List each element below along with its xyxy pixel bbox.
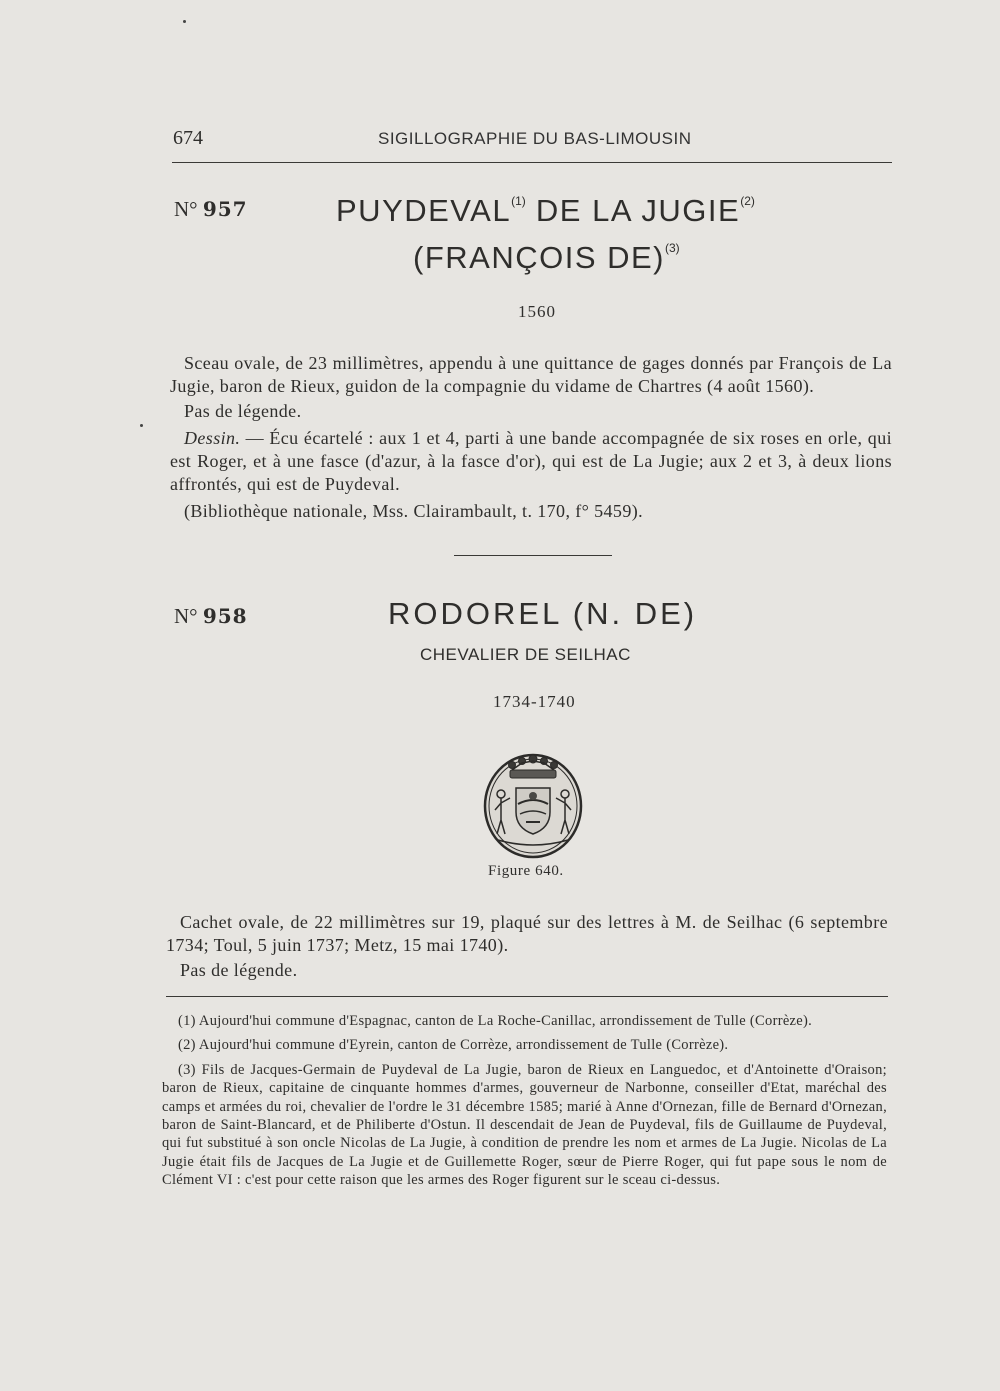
- entry-title-957-line2: (FRANÇOIS DE)$^{(3)}$: [413, 240, 680, 275]
- speck: [183, 20, 186, 23]
- seal-description: Cachet ovale, de 22 millimètres sur 19, plaqué sur des lettres à M. de Seilhac (6 septembre 1734; Toul, 5 juin 1737; Metz, 15 mai 1740).: [166, 912, 888, 955]
- entry-body-957: [170, 352, 892, 523]
- entry-title-958: RODOREL (N. DE): [388, 596, 698, 631]
- entry-years-958: 1734-1740: [493, 692, 576, 711]
- legend-note: Pas de légende.: [184, 401, 302, 421]
- footnote-rule: [166, 996, 888, 997]
- entry-number-958: N° 958: [174, 604, 248, 628]
- footnote-2: (2) Aujourd'hui commune d'Eyrein, canton de Corrèze, arrondissement de Tulle (Corrèze).: [178, 1037, 729, 1054]
- entry-body-958: [166, 911, 888, 982]
- entry-title-957-line1: PUYDEVAL$^{(1)}$ DE LA JUGIE$^{(2)}$: [336, 193, 755, 228]
- footnote-ref-1: (1): [511, 194, 526, 208]
- footnotes: [162, 1012, 887, 1196]
- entry-number-957: N° 957: [174, 197, 248, 221]
- header-rule: [172, 162, 892, 163]
- entry-year-957: 1560: [518, 302, 556, 321]
- page-number: 674: [173, 127, 203, 149]
- entry-subtitle-958: CHEVALIER DE SEILHAC: [420, 645, 631, 664]
- seal-engraving: [482, 748, 584, 860]
- legend-note: Pas de légende.: [180, 960, 298, 980]
- footnote-ref-2: (2): [740, 194, 755, 208]
- figure-caption: Figure 640.: [488, 863, 564, 879]
- footnote-1: (1) Aujourd'hui commune d'Espagnac, canton de La Roche-Canillac, arrondissement de Tulle (Corrèze).: [178, 1013, 813, 1029]
- speck: [140, 424, 143, 427]
- running-title: SIGILLOGRAPHIE DU BAS-LIMOUSIN: [378, 129, 692, 148]
- footnote-3: (3) Fils de Jacques-Germain de Puydeval de La Jugie, baron de Rieux en Languedoc, et d'Antoinette d'Oraison; baron de Rieux, capitaine de cinquante hommes d'armes, gouverneur de Narbonne, conseiller d'Etat, maréchal des camps et armées du roi, chevalier de l'ordre le 31 décembre 1585; marié à Anne d'Ornezan, fille de Bernard d'Ornezan, baron de Saint-Blancard, et de Philiberte d'Ostun. Il descendait de Jean de Puydeval, fils de Guillaume de Puydeval, qui fut substitué à son oncle Nicolas de La Jugie, à condition de prendre les nom et armes de La Jugie. Nicolas de La Jugie était fils de Jacques de La Jugie et de Guillemette Roger, sœur de Pierre Roger, qui fut pape sous le nom de Clément VI : c'est pour cette raison que les armes des Roger figurent sur le sceau ci-dessus.: [162, 1061, 887, 1189]
- source-citation: (Bibliothèque nationale, Mss. Clairambault, t. 170, f° 5459).: [184, 501, 644, 521]
- drawing-description: Dessin. — Écu écartelé : aux 1 et 4, parti à une bande accompagnée de six roses en orle, qui est Roger, et à une fasce (d'azur, à la fasce d'or), qui est de La Jugie; aux 2 et 3, à deux lions affrontés, qui est de Puydeval.: [170, 428, 892, 494]
- footnote-ref-3: (3): [665, 241, 680, 255]
- seal-description: Sceau ovale, de 23 millimètres, appendu à une quittance de gages donnés par François de La Jugie, baron de Rieux, guidon de la compagnie du vidame de Chartres (4 août 1560).: [170, 353, 892, 396]
- section-divider: [454, 555, 612, 556]
- seal-figure: [482, 748, 584, 860]
